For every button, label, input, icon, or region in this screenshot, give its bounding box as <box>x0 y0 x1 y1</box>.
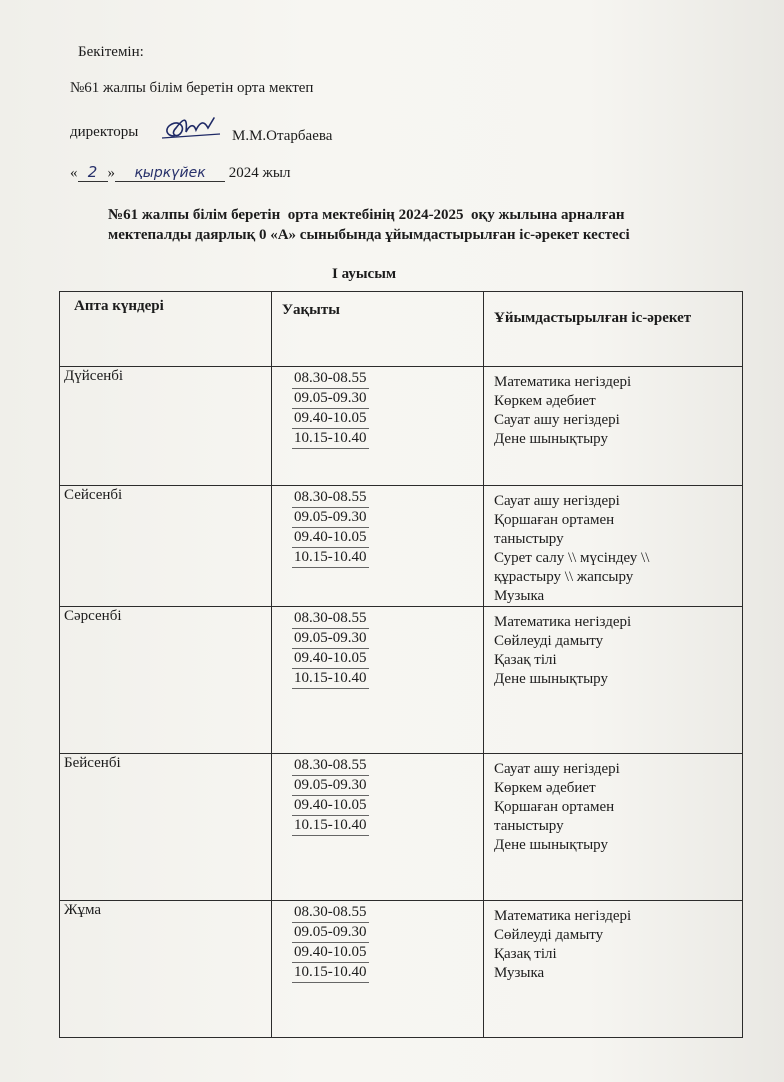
activity-cell <box>484 754 743 901</box>
time-cell <box>272 367 484 486</box>
header-day: Апта күндері <box>60 292 272 367</box>
time-slot: 08.30-08.55 <box>292 609 369 629</box>
director-name: М.М.Отарбаева <box>232 128 333 144</box>
activity-item: Дене шынықтыру <box>494 837 608 853</box>
time-slot: 08.30-08.55 <box>292 369 369 389</box>
director-label: директоры <box>70 124 139 140</box>
day-cell: Дүйсенбі <box>60 367 272 486</box>
header-activity: Ұйымдастырылған іс-әрекет <box>484 292 743 367</box>
time-slot: 10.15-10.40 <box>292 963 369 983</box>
activity-item: таныстыру <box>494 818 564 834</box>
activity-item: Дене шынықтыру <box>494 431 608 447</box>
activity-item: Сауат ашу негіздері <box>494 493 620 509</box>
date-day: 2 <box>78 163 108 182</box>
time-slot: 09.05-09.30 <box>292 923 369 943</box>
activity-item: Математика негіздері <box>494 614 632 630</box>
time-cell <box>272 486 484 607</box>
activity-item: құрастыру \\ жапсыру <box>494 569 634 585</box>
table-row <box>60 754 743 901</box>
time-slot: 09.40-10.05 <box>292 943 369 963</box>
table-header-row <box>60 292 743 367</box>
time-cell <box>272 607 484 754</box>
approval-date <box>70 163 290 182</box>
approval-title: Бекітемін: <box>78 44 144 60</box>
time-slot: 08.30-08.55 <box>292 903 369 923</box>
title-line-2: мектепалды даярлық 0 «А» сыныбында ұйымдастырылған іс-әрекет кестесі <box>108 227 630 243</box>
activity-item: таныстыру <box>494 531 564 547</box>
time-slot: 09.05-09.30 <box>292 776 369 796</box>
time-slot: 08.30-08.55 <box>292 756 369 776</box>
day-cell: Сейсенбі <box>60 486 272 607</box>
time-cell <box>272 754 484 901</box>
date-close-quote: » <box>107 165 115 181</box>
date-year: 2024 жыл <box>228 165 291 181</box>
shift-label: І ауысым <box>332 266 397 282</box>
table-row <box>60 367 743 486</box>
activity-item: Қазақ тілі <box>494 652 557 668</box>
activity-item: Сауат ашу негіздері <box>494 761 620 777</box>
activity-item: Математика негіздері <box>494 908 632 924</box>
activity-item: Қоршаған ортамен <box>494 799 615 815</box>
activity-item: Қоршаған ортамен <box>494 512 615 528</box>
time-slot: 10.15-10.40 <box>292 669 369 689</box>
approval-school: №61 жалпы білім беретін орта мектеп <box>70 80 314 96</box>
activity-cell <box>484 901 743 1038</box>
time-slot: 09.40-10.05 <box>292 528 369 548</box>
activity-item: Сөйлеуді дамыту <box>494 633 604 649</box>
activity-cell <box>484 607 743 754</box>
activity-cell <box>484 486 743 607</box>
activity-item: Сурет салу \\ мүсіндеу \\ <box>494 550 650 566</box>
time-slot: 09.40-10.05 <box>292 409 369 429</box>
activity-item: Математика негіздері <box>494 374 632 390</box>
time-cell <box>272 901 484 1038</box>
activity-item: Көркем әдебиет <box>494 393 596 409</box>
approval-director <box>70 124 370 144</box>
day-cell: Бейсенбі <box>60 754 272 901</box>
date-open-quote: « <box>70 165 78 181</box>
time-slot: 09.40-10.05 <box>292 649 369 669</box>
time-slot: 09.05-09.30 <box>292 629 369 649</box>
signature <box>156 110 226 144</box>
activity-item: Сауат ашу негіздері <box>494 412 620 428</box>
day-cell: Жұма <box>60 901 272 1038</box>
title-line-1: №61 жалпы білім беретін орта мектебінің 2024-2025 оқу жылына арналған <box>108 207 625 223</box>
time-slot: 10.15-10.40 <box>292 548 369 568</box>
activity-item: Қазақ тілі <box>494 946 557 962</box>
activity-item: Дене шынықтыру <box>494 671 608 687</box>
activity-item: Музыка <box>494 965 545 981</box>
table-row <box>60 901 743 1038</box>
activity-item: Сөйлеуді дамыту <box>494 927 604 943</box>
header-time: Уақыты <box>272 292 484 367</box>
time-slot: 09.40-10.05 <box>292 796 369 816</box>
time-slot: 08.30-08.55 <box>292 488 369 508</box>
schedule-table <box>59 291 743 1038</box>
activity-item: Музыка <box>494 588 545 604</box>
table-row <box>60 607 743 754</box>
time-slot: 10.15-10.40 <box>292 429 369 449</box>
date-month: қыркүйек <box>115 165 225 182</box>
document-title <box>108 205 708 245</box>
activity-cell <box>484 367 743 486</box>
time-slot: 09.05-09.30 <box>292 508 369 528</box>
time-slot: 09.05-09.30 <box>292 389 369 409</box>
day-cell: Сәрсенбі <box>60 607 272 754</box>
table-row <box>60 486 743 607</box>
activity-item: Көркем әдебиет <box>494 780 596 796</box>
time-slot: 10.15-10.40 <box>292 816 369 836</box>
